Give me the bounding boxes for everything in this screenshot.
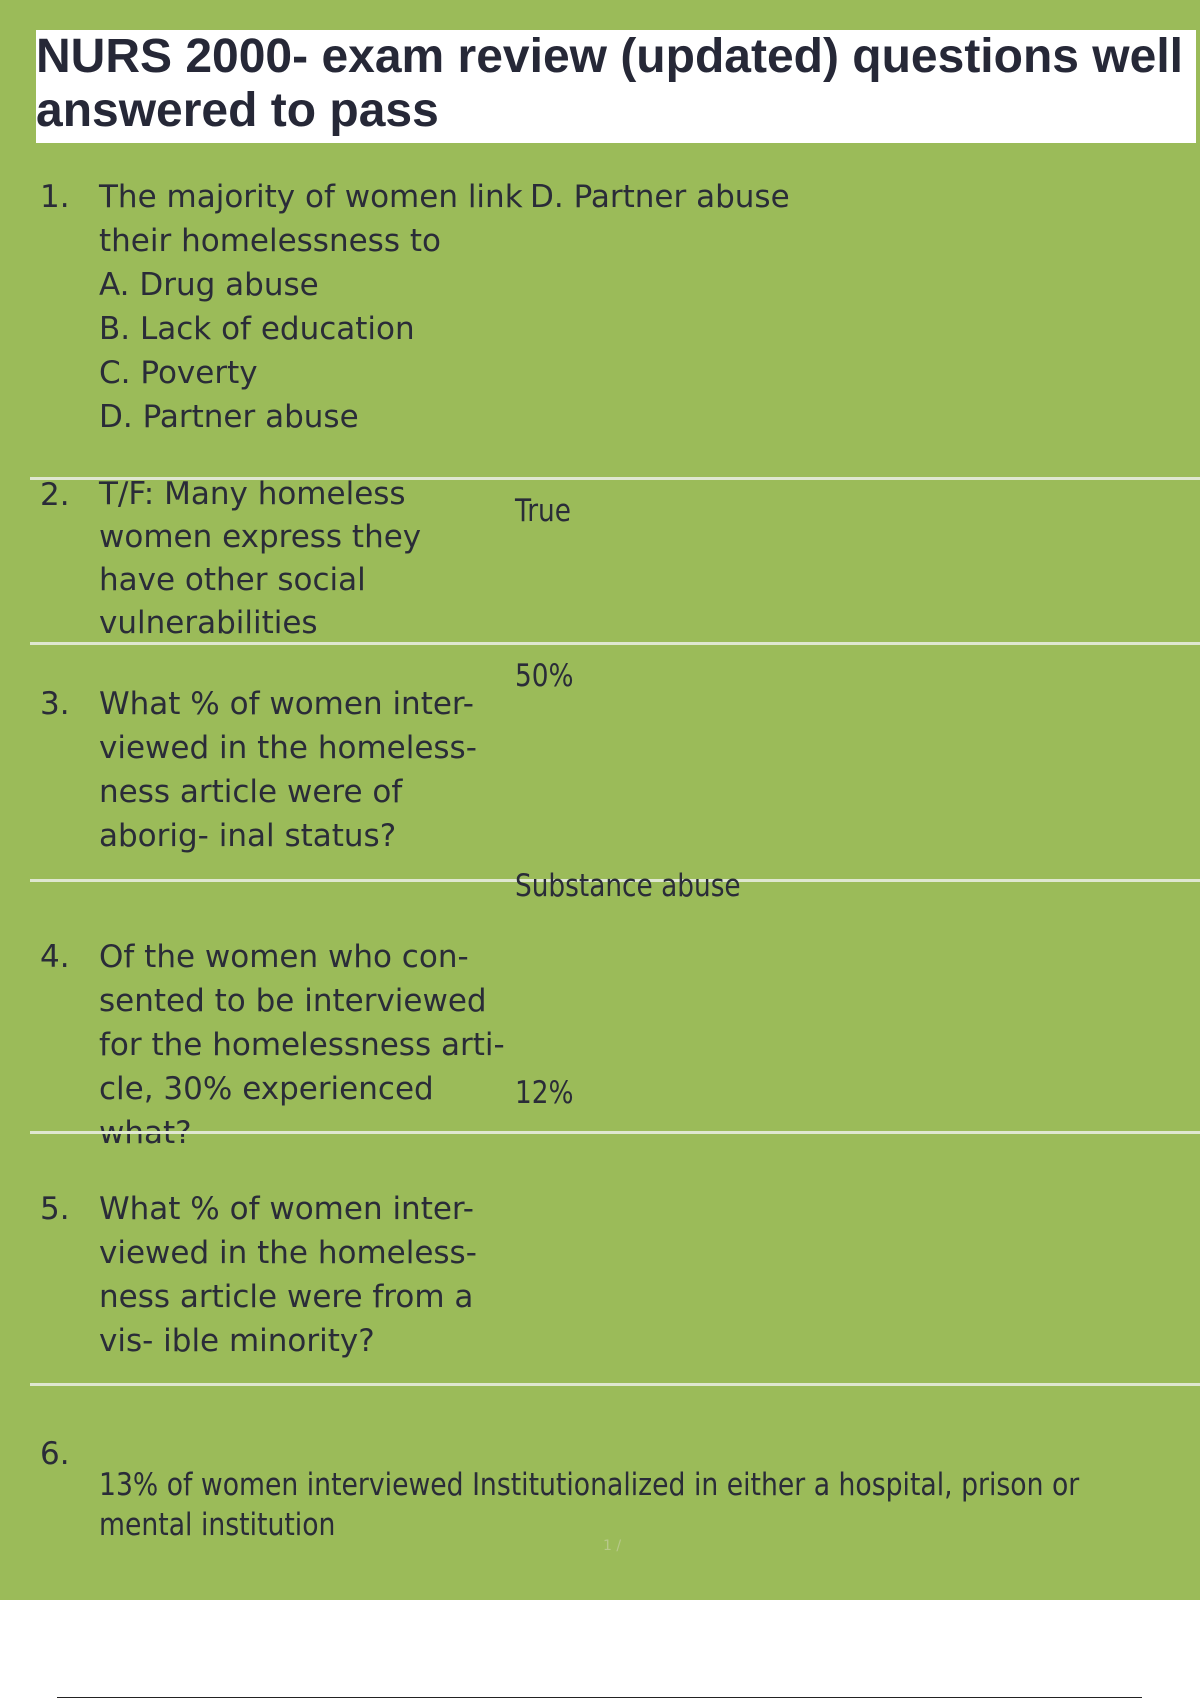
- question-5-answer: 12%: [515, 1075, 574, 1111]
- question-2-answer: True: [515, 493, 571, 529]
- question-3-answer: 50%: [515, 658, 574, 694]
- question-2-number: 2.: [40, 477, 70, 513]
- question-1-text: The majority of women link their homelessness to: [99, 179, 523, 259]
- divider: [30, 1131, 1200, 1134]
- question-4-number: 4.: [40, 939, 70, 975]
- question-5-number: 5.: [40, 1191, 70, 1227]
- divider: [30, 642, 1200, 645]
- question-5-text: What % of women inter- viewed in the homeless- ness article were from a vis- ible minority?: [99, 1191, 477, 1359]
- question-1-number: 1.: [40, 179, 70, 215]
- question-1: [99, 175, 529, 439]
- page-title: NURS 2000- exam review (updated) questions well answered to pass: [36, 30, 1184, 137]
- question-1-option-c: C. Poverty: [99, 355, 258, 391]
- question-3-number: 3.: [40, 686, 70, 722]
- question-6-text: 13% of women interviewed Institutionalized in either a hospital, prison or mental institution: [99, 1467, 1080, 1543]
- question-1-option-d: D. Partner abuse: [99, 399, 359, 435]
- page-number: 1 /: [603, 1538, 622, 1554]
- question-4-text: Of the women who con- sented to be interviewed for the homelessness arti- cle, 30% experienced what?: [99, 939, 505, 1151]
- question-1-option-b: B. Lack of education: [99, 311, 415, 347]
- question-3-text: What % of women inter- viewed in the homeless- ness article were of aborig- inal status?: [99, 686, 477, 854]
- question-2-text: T/F: Many homeless women express they have other social vulnerabilities: [99, 476, 422, 641]
- question-4-answer: Substance abuse: [515, 868, 741, 904]
- question-6-number: 6.: [40, 1436, 70, 1472]
- question-1-answer: D. Partner abuse: [530, 179, 790, 215]
- question-1-option-a: A. Drug abuse: [99, 267, 319, 303]
- divider: [30, 1383, 1200, 1386]
- footer-rule: [57, 1697, 1142, 1698]
